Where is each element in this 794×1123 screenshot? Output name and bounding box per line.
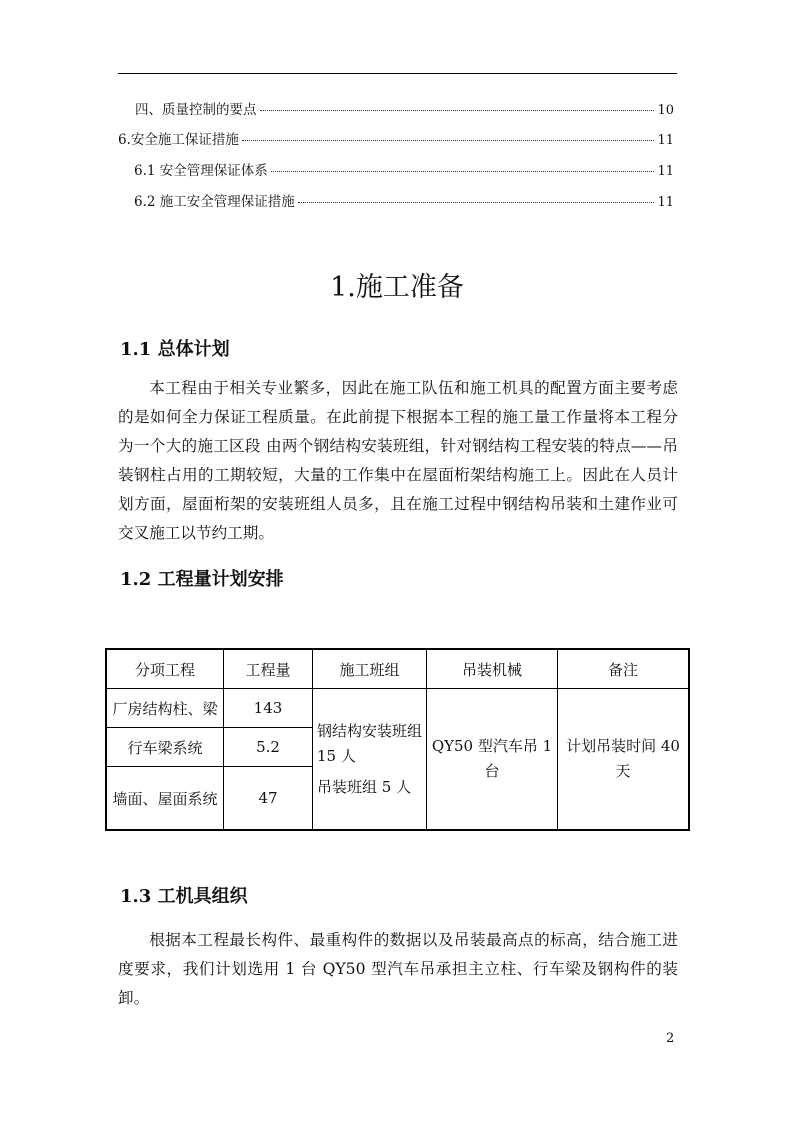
toc-leader-dots [271, 171, 655, 172]
table-cell-item: 墙面、屋面系统 [106, 767, 224, 831]
toc-entry[interactable] [135, 98, 674, 118]
toc-entry-label: 6.2 施工安全管理保证措施 [134, 194, 295, 210]
toc-entry-page: 10 [657, 103, 674, 118]
crew-line: 吊装班组 5 人 [317, 777, 412, 796]
table-cell-crew [313, 689, 427, 831]
table-header-row [106, 649, 689, 689]
table-cell-qty: 5.2 [224, 728, 313, 767]
table-header-cell: 工程量 [224, 649, 313, 689]
toc-entry-page: 11 [657, 195, 674, 210]
toc-entry-label: 6.安全施工保证措施 [118, 132, 239, 148]
section-heading-1-1: 1.1 总体计划 [120, 339, 230, 360]
section-paragraph-1-3: 根据本工程最长构件、最重构件的数据以及吊装最高点的标高，结合施工进度要求，我们计划选用 1 台 QY50 型汽车吊承担主立柱、行车梁及钢构件的装卸。 [118, 931, 678, 1007]
section-heading-1-3: 1.3 工机具组织 [120, 886, 248, 907]
toc-leader-dots [260, 110, 655, 111]
toc-entry[interactable] [134, 159, 674, 179]
toc-entry-label: 6.1 安全管理保证体系 [134, 163, 268, 179]
table-header-cell: 施工班组 [313, 649, 427, 689]
toc-entry[interactable] [134, 190, 674, 210]
table-cell-qty: 47 [224, 767, 313, 831]
toc-leader-dots [298, 202, 655, 203]
toc-entry-page: 11 [657, 164, 674, 179]
table-header-cell: 分项工程 [106, 649, 224, 689]
header-rule [118, 73, 677, 74]
chapter-title: 1.施工准备 [330, 272, 464, 303]
toc-leader-dots [242, 140, 655, 141]
page-number: 2 [666, 1031, 675, 1046]
table-header-cell: 备注 [558, 649, 690, 689]
toc-entry-page: 11 [657, 133, 674, 148]
workload-plan-table [105, 648, 690, 831]
section-heading-1-2: 1.2 工程量计划安排 [120, 569, 284, 590]
section-paragraph-1-1: 本工程由于相关专业繁多，因此在施工队伍和施工机具的配置方面主要考虑的是如何全力保证工程质量。在此前提下根据本工程的施工量工作量将本工程分为一个大的施工区段 由两个钢结构安装班组，针对钢结构工程安装的特点——吊装钢柱占用的工期较短，大量的工作集中在屋面桁架结构施工上。因此在人员计划方面，屋面桁架的安装班组人员多，且在施工过程中钢结构吊装和土建作业可交叉施工以节约工期。 [118, 379, 678, 542]
crew-line: 钢结构安装班组 15 人 [317, 721, 423, 765]
table-cell-machine: QY50 型汽车吊 1 台 [427, 689, 558, 831]
table-cell-item: 行车梁系统 [106, 728, 224, 767]
table-row [106, 689, 689, 728]
table-cell-qty: 143 [224, 689, 313, 728]
table-header-cell: 吊装机械 [427, 649, 558, 689]
table-cell-remark: 计划吊装时间 40 天 [558, 689, 690, 831]
toc-entry-label: 四、质量控制的要点 [135, 102, 257, 118]
table-cell-item: 厂房结构柱、梁 [106, 689, 224, 728]
toc-entry[interactable] [118, 128, 674, 148]
